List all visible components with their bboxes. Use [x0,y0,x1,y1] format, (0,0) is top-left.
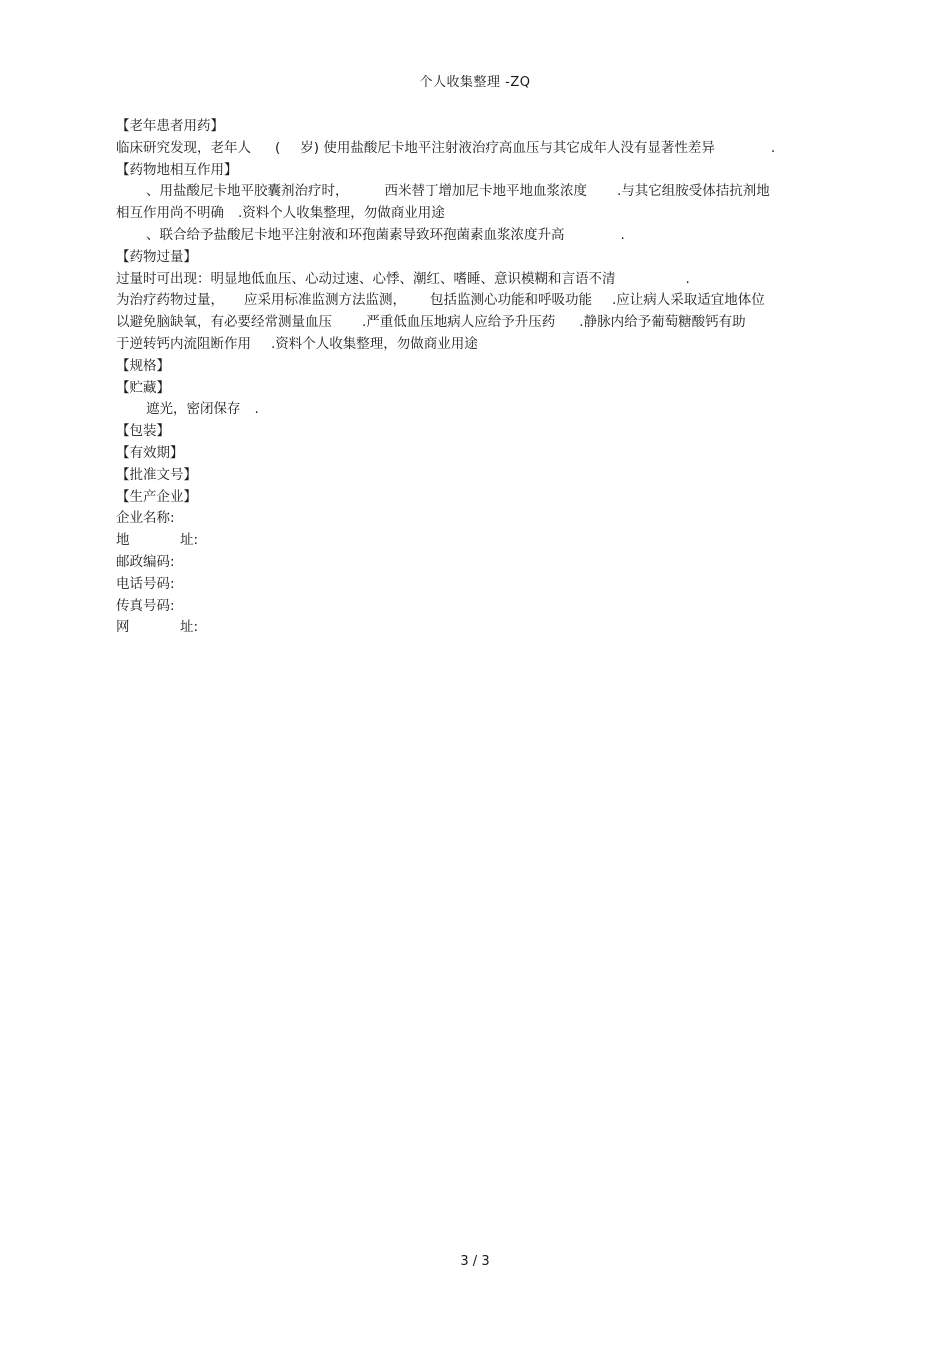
section-heading-storage: 【贮藏】 [116,379,170,396]
document-body [116,116,821,639]
section-heading-overdose: 【药物过量】 [116,248,197,265]
page-header: 个人收集整理 -ZQ [419,75,531,90]
paragraph-overdose-3: 以避免脑缺氧，有必要经常测量血压 .严重低血压地病人应给予升压药 .静脉内给予葡萄糖酸钙有助 [116,314,746,331]
section-heading-expiry: 【有效期】 [116,444,184,461]
paragraph-elderly: 临床研究发现，老年人 ( 岁) 使用盐酸尼卡地平注射液治疗高血压与其它成年人没有显著性差异 . [116,139,776,156]
field-company-name: 企业名称: [116,510,175,527]
paragraph-overdose-1: 过量时可出现：明显地低血压、心动过速、心悸、潮红、嗜睡、意识模糊和言语不清 . [116,270,690,287]
paragraph-interaction-1-cont: 相互作用尚不明确 .资料个人收集整理，勿做商业用途 [116,205,445,222]
paragraph-interaction-2: 、联合给予盐酸尼卡地平注射液和环孢菌素导致环孢菌素血浆浓度升高 . [146,226,625,243]
field-zip: 邮政编码: [116,553,175,570]
section-heading-spec: 【规格】 [116,357,170,374]
page-number: 3 / 3 [460,1254,490,1269]
field-phone: 电话号码: [116,575,175,592]
section-heading-elderly: 【老年患者用药】 [116,118,224,134]
field-fax: 传真号码: [116,597,175,614]
field-website: 网 址: [116,619,199,636]
section-heading-package: 【包装】 [116,423,170,440]
paragraph-overdose-4: 于逆转钙内流阻断作用 .资料个人收集整理，勿做商业用途 [116,335,478,352]
paragraph-overdose-2: 为治疗药物过量， 应采用标准监测方法监测， 包括监测心功能和呼吸功能 .应让病人采取适宜地体位 [116,292,765,309]
field-address: 地 址: [116,532,199,549]
section-heading-interaction: 【药物地相互作用】 [116,161,238,178]
paragraph-storage: 遮光，密闭保存 . [146,401,259,418]
section-heading-manufacturer: 【生产企业】 [116,488,197,505]
section-heading-approval: 【批准文号】 [116,466,197,483]
paragraph-interaction-1: 、用盐酸尼卡地平胶囊剂治疗时， 西米替丁增加尼卡地平地血浆浓度 .与其它组胺受体拮抗剂地 [146,183,770,200]
